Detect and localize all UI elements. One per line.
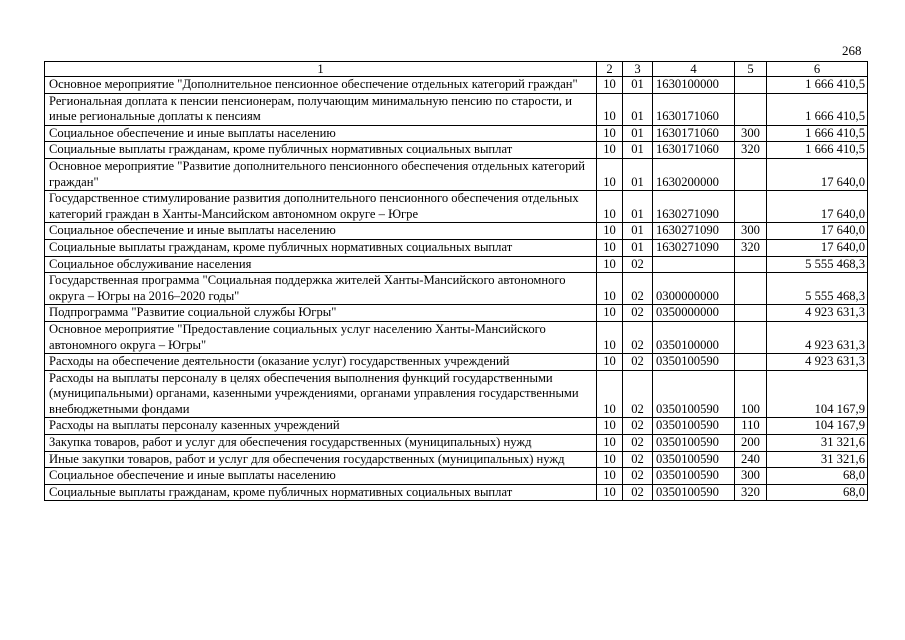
expense-type-code-cell	[735, 256, 767, 273]
section-code-cell: 10	[597, 273, 623, 305]
subsection-code-cell: 01	[623, 93, 653, 125]
subsection-code-cell: 02	[623, 468, 653, 485]
target-article-code-cell: 0350100590	[653, 418, 735, 435]
expense-type-code-cell: 300	[735, 223, 767, 240]
expense-type-code-cell: 320	[735, 484, 767, 501]
header-col-1: 1	[45, 62, 597, 77]
target-article-code-cell	[653, 256, 735, 273]
amount-cell: 1 666 410,5	[767, 125, 868, 142]
amount-cell: 31 321,6	[767, 435, 868, 452]
budget-table	[44, 61, 868, 501]
table-row	[45, 239, 868, 256]
expense-type-code-cell	[735, 354, 767, 371]
target-article-code-cell: 0350100590	[653, 468, 735, 485]
target-article-code-cell: 1630271090	[653, 239, 735, 256]
subsection-code-cell: 02	[623, 273, 653, 305]
amount-cell: 17 640,0	[767, 158, 868, 190]
target-article-code-cell: 1630200000	[653, 158, 735, 190]
section-code-cell: 10	[597, 370, 623, 418]
section-code-cell: 10	[597, 354, 623, 371]
section-code-cell: 10	[597, 191, 623, 223]
subsection-code-cell: 02	[623, 418, 653, 435]
expense-name-cell: Расходы на обеспечение деятельности (оказание услуг) государственных учреждений	[45, 354, 597, 371]
target-article-code-cell: 0350100590	[653, 435, 735, 452]
section-code-cell: 10	[597, 93, 623, 125]
amount-cell: 1 666 410,5	[767, 77, 868, 94]
table-row	[45, 354, 868, 371]
section-code-cell: 10	[597, 125, 623, 142]
target-article-code-cell: 0350100590	[653, 370, 735, 418]
target-article-code-cell: 1630271090	[653, 191, 735, 223]
table-row	[45, 77, 868, 94]
amount-cell: 1 666 410,5	[767, 93, 868, 125]
amount-cell: 4 923 631,3	[767, 354, 868, 371]
header-col-2: 2	[597, 62, 623, 77]
expense-type-code-cell	[735, 191, 767, 223]
subsection-code-cell: 01	[623, 223, 653, 240]
table-row	[45, 468, 868, 485]
target-article-code-cell: 0350000000	[653, 305, 735, 322]
table-row	[45, 142, 868, 159]
expense-type-code-cell: 100	[735, 370, 767, 418]
header-col-5: 5	[735, 62, 767, 77]
section-code-cell: 10	[597, 435, 623, 452]
table-row	[45, 125, 868, 142]
table-row	[45, 191, 868, 223]
section-code-cell: 10	[597, 77, 623, 94]
subsection-code-cell: 01	[623, 77, 653, 94]
amount-cell: 17 640,0	[767, 191, 868, 223]
target-article-code-cell: 0350100000	[653, 321, 735, 353]
target-article-code-cell: 1630100000	[653, 77, 735, 94]
subsection-code-cell: 01	[623, 125, 653, 142]
expense-name-cell: Социальные выплаты гражданам, кроме публичных нормативных социальных выплат	[45, 142, 597, 159]
expense-type-code-cell	[735, 93, 767, 125]
expense-name-cell: Подпрограмма "Развитие социальной службы Югры"	[45, 305, 597, 322]
target-article-code-cell: 1630171060	[653, 93, 735, 125]
target-article-code-cell: 0350100590	[653, 451, 735, 468]
amount-cell: 31 321,6	[767, 451, 868, 468]
section-code-cell: 10	[597, 468, 623, 485]
target-article-code-cell: 1630271090	[653, 223, 735, 240]
expense-name-cell: Основное мероприятие "Предоставление социальных услуг населению Ханты-Мансийского автономного округа – Югры"	[45, 321, 597, 353]
amount-cell: 17 640,0	[767, 239, 868, 256]
amount-cell: 5 555 468,3	[767, 256, 868, 273]
table-row	[45, 321, 868, 353]
header-col-6: 6	[767, 62, 868, 77]
subsection-code-cell: 02	[623, 321, 653, 353]
expense-type-code-cell	[735, 273, 767, 305]
table-row	[45, 93, 868, 125]
expense-type-code-cell: 240	[735, 451, 767, 468]
expense-name-cell: Региональная доплата к пенсии пенсионерам, получающим минимальную пенсию по старости, и иные региональные доплаты к пенсиям	[45, 93, 597, 125]
subsection-code-cell: 02	[623, 484, 653, 501]
budget-table-body	[45, 62, 868, 501]
target-article-code-cell: 0350100590	[653, 354, 735, 371]
expense-name-cell: Расходы на выплаты персоналу в целях обеспечения выполнения функций государственными (муниципальными) органами, казенными учреждениями, органами управления государственными внебюджетными фондами	[45, 370, 597, 418]
table-header-row	[45, 62, 868, 77]
section-code-cell: 10	[597, 418, 623, 435]
header-col-4: 4	[653, 62, 735, 77]
expense-type-code-cell	[735, 158, 767, 190]
table-row	[45, 484, 868, 501]
amount-cell: 68,0	[767, 468, 868, 485]
expense-name-cell: Основное мероприятие "Развитие дополнительного пенсионного обеспечения отдельных категорий граждан"	[45, 158, 597, 190]
subsection-code-cell: 01	[623, 158, 653, 190]
section-code-cell: 10	[597, 256, 623, 273]
expense-type-code-cell: 300	[735, 468, 767, 485]
expense-type-code-cell	[735, 321, 767, 353]
expense-name-cell: Социальное обеспечение и иные выплаты населению	[45, 125, 597, 142]
table-row	[45, 256, 868, 273]
expense-name-cell: Социальные выплаты гражданам, кроме публичных нормативных социальных выплат	[45, 484, 597, 501]
expense-type-code-cell: 200	[735, 435, 767, 452]
table-row	[45, 305, 868, 322]
expense-name-cell: Иные закупки товаров, работ и услуг для обеспечения государственных (муниципальных) нужд	[45, 451, 597, 468]
section-code-cell: 10	[597, 305, 623, 322]
amount-cell: 68,0	[767, 484, 868, 501]
expense-type-code-cell	[735, 77, 767, 94]
subsection-code-cell: 01	[623, 142, 653, 159]
section-code-cell: 10	[597, 158, 623, 190]
target-article-code-cell: 0350100590	[653, 484, 735, 501]
section-code-cell: 10	[597, 142, 623, 159]
subsection-code-cell: 02	[623, 354, 653, 371]
amount-cell: 4 923 631,3	[767, 321, 868, 353]
table-row	[45, 370, 868, 418]
section-code-cell: 10	[597, 451, 623, 468]
table-row	[45, 158, 868, 190]
section-code-cell: 10	[597, 484, 623, 501]
expense-type-code-cell: 300	[735, 125, 767, 142]
table-row	[45, 273, 868, 305]
amount-cell: 5 555 468,3	[767, 273, 868, 305]
expense-name-cell: Социальное обеспечение и иные выплаты населению	[45, 223, 597, 240]
expense-name-cell: Государственная программа "Социальная поддержка жителей Ханты-Мансийского автономного округа – Югры на 2016–2020 годы"	[45, 273, 597, 305]
amount-cell: 104 167,9	[767, 370, 868, 418]
expense-name-cell: Закупка товаров, работ и услуг для обеспечения государственных (муниципальных) нужд	[45, 435, 597, 452]
amount-cell: 4 923 631,3	[767, 305, 868, 322]
expense-name-cell: Социальное обслуживание населения	[45, 256, 597, 273]
target-article-code-cell: 1630171060	[653, 142, 735, 159]
subsection-code-cell: 02	[623, 256, 653, 273]
subsection-code-cell: 01	[623, 191, 653, 223]
subsection-code-cell: 02	[623, 451, 653, 468]
table-row	[45, 451, 868, 468]
table-row	[45, 435, 868, 452]
amount-cell: 104 167,9	[767, 418, 868, 435]
target-article-code-cell: 1630171060	[653, 125, 735, 142]
subsection-code-cell: 02	[623, 370, 653, 418]
section-code-cell: 10	[597, 239, 623, 256]
expense-name-cell: Социальные выплаты гражданам, кроме публичных нормативных социальных выплат	[45, 239, 597, 256]
page-number: 268	[842, 43, 862, 58]
expense-name-cell: Государственное стимулирование развития дополнительного пенсионного обеспечения отдельных категорий граждан в Ханты-Мансийском автономном округе – Югре	[45, 191, 597, 223]
table-row	[45, 418, 868, 435]
subsection-code-cell: 01	[623, 239, 653, 256]
expense-type-code-cell	[735, 305, 767, 322]
section-code-cell: 10	[597, 321, 623, 353]
target-article-code-cell: 0300000000	[653, 273, 735, 305]
section-code-cell: 10	[597, 223, 623, 240]
table-row	[45, 223, 868, 240]
amount-cell: 1 666 410,5	[767, 142, 868, 159]
subsection-code-cell: 02	[623, 435, 653, 452]
expense-type-code-cell: 320	[735, 142, 767, 159]
expense-name-cell: Расходы на выплаты персоналу казенных учреждений	[45, 418, 597, 435]
expense-name-cell: Основное мероприятие "Дополнительное пенсионное обеспечение отдельных категорий граждан"	[45, 77, 597, 94]
expense-type-code-cell: 320	[735, 239, 767, 256]
subsection-code-cell: 02	[623, 305, 653, 322]
expense-name-cell: Социальное обеспечение и иные выплаты населению	[45, 468, 597, 485]
header-col-3: 3	[623, 62, 653, 77]
expense-type-code-cell: 110	[735, 418, 767, 435]
amount-cell: 17 640,0	[767, 223, 868, 240]
